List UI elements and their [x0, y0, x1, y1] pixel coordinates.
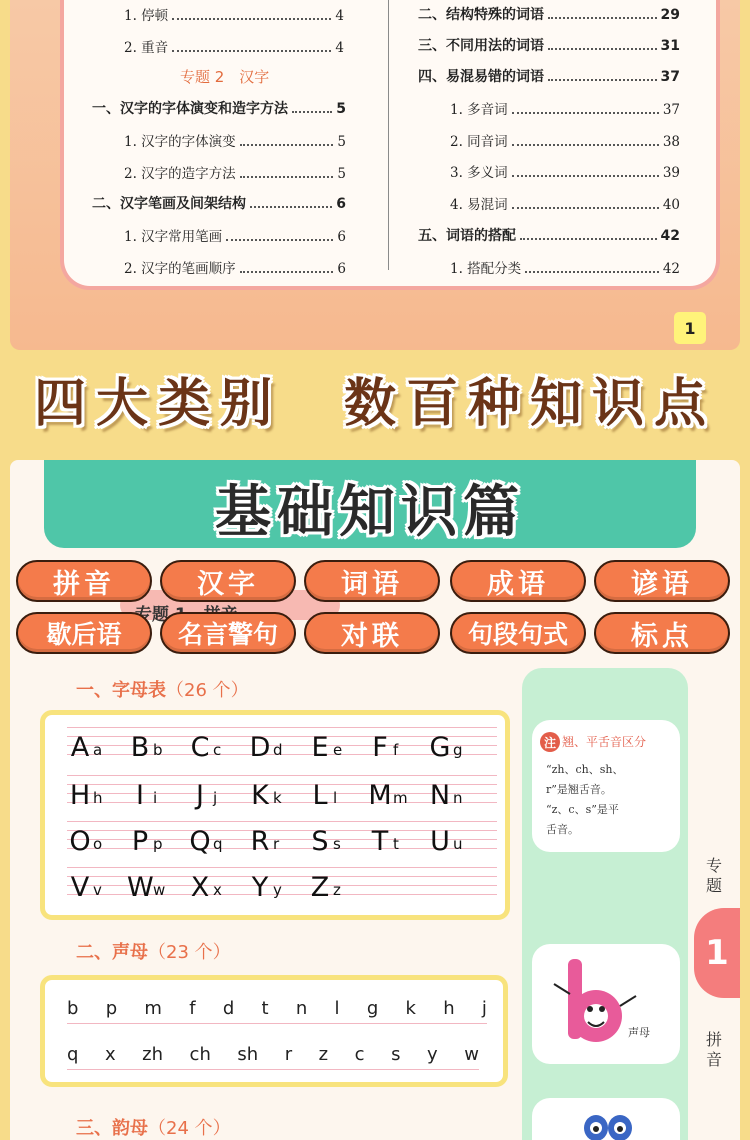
category-pill-yanyu[interactable]: 谚语	[594, 560, 730, 602]
initial-letter: w	[464, 1044, 479, 1065]
toc-page	[10, 0, 740, 350]
initial-letter: g	[366, 998, 379, 1019]
uppercase-letter: B	[130, 732, 150, 763]
uppercase-letter: T	[371, 826, 389, 857]
alphabet-row	[67, 775, 497, 811]
note-title: 翘、平舌音区分	[562, 735, 647, 749]
category-pill-mingyan[interactable]: 名言警句	[160, 612, 296, 654]
uppercase-letter: H	[69, 780, 91, 811]
lowercase-letter: p	[153, 835, 163, 853]
side-notes-panel	[522, 668, 688, 1140]
initial-letter: sh	[237, 1044, 259, 1065]
subheading-finals: 三、韵母（24 个）	[76, 1118, 231, 1139]
side-tab-number: 1	[694, 908, 740, 998]
toc-entry: 1. 搭配分类 42	[450, 261, 680, 277]
uppercase-letter: X	[190, 872, 210, 903]
note-card	[532, 720, 680, 852]
lowercase-letter: w	[153, 881, 166, 899]
toc-entry: 五、词语的搭配 42	[418, 228, 680, 244]
lowercase-letter: n	[453, 789, 463, 807]
category-pill-juduan[interactable]: 句段句式	[450, 612, 586, 654]
initial-letter: c	[354, 1044, 365, 1065]
uppercase-letter: A	[70, 732, 90, 763]
toc-entry: 1. 多音词 37	[450, 102, 680, 118]
alphabet-box	[40, 710, 510, 920]
lowercase-letter: l	[333, 789, 338, 807]
lowercase-letter: r	[273, 835, 280, 853]
initials-box	[40, 975, 508, 1087]
side-tab-topic: 专题	[705, 856, 722, 895]
initials-row	[67, 994, 487, 1024]
toc-card	[60, 0, 720, 290]
initial-letter: ch	[189, 1044, 211, 1065]
toc-entry: 三、不同用法的词语 31	[418, 38, 680, 54]
illustration-card	[532, 944, 680, 1064]
uppercase-letter: L	[312, 780, 328, 811]
category-pill-ciyu[interactable]: 词语	[304, 560, 440, 602]
initial-letter: zh	[142, 1044, 164, 1065]
initial-letter: b	[67, 998, 79, 1019]
lowercase-letter: z	[333, 881, 341, 899]
lowercase-letter: d	[273, 741, 283, 759]
uppercase-letter: Z	[310, 872, 330, 903]
subheading-initials: 二、声母（23 个）	[76, 942, 231, 963]
initial-letter: z	[318, 1044, 329, 1065]
uppercase-letter: F	[372, 732, 388, 763]
page-number: 1	[674, 312, 706, 344]
promo-banner: 四大类别 数百种知识点	[33, 373, 716, 434]
initial-letter: j	[481, 998, 487, 1019]
topic-title: 专题	[135, 605, 169, 625]
uppercase-letter: S	[311, 826, 329, 857]
uppercase-letter: G	[429, 732, 451, 763]
category-pill-chengyu[interactable]: 成语	[450, 560, 586, 602]
toc-entry: 1. 汉字的字体演变 5	[124, 134, 346, 150]
uppercase-letter: V	[70, 872, 90, 903]
uppercase-letter: J	[196, 780, 204, 811]
lowercase-letter: a	[93, 741, 103, 759]
uppercase-letter: Q	[189, 826, 211, 857]
lowercase-letter: u	[453, 835, 463, 853]
illustration-label: 声母	[628, 1026, 650, 1039]
initial-letter: y	[427, 1044, 438, 1065]
toc-entry: 四、易混易错的词语 37	[418, 69, 680, 85]
initial-letter: t	[261, 998, 269, 1019]
lowercase-letter: y	[273, 881, 282, 899]
note-badge: 注	[540, 732, 560, 752]
lowercase-letter: f	[393, 741, 399, 759]
mascot-eyes-icon	[568, 1108, 648, 1140]
toc-entry: 3. 多义词 39	[450, 165, 680, 181]
lowercase-letter: v	[93, 881, 102, 899]
section-header	[44, 460, 696, 548]
initial-letter: l	[334, 998, 340, 1019]
uppercase-letter: C	[190, 732, 210, 763]
toc-entry: 1. 停顿 4	[124, 8, 344, 24]
category-pill-xiehouyu[interactable]: 歇后语	[16, 612, 152, 654]
initials-row	[67, 1040, 479, 1070]
uppercase-letter: I	[136, 780, 144, 811]
lowercase-letter: e	[333, 741, 343, 759]
category-pill-hanzi[interactable]: 汉字	[160, 560, 296, 602]
category-pill-biaodian[interactable]: 标点	[594, 612, 730, 654]
initial-letter: f	[189, 998, 196, 1019]
toc-entry: 2. 汉字的笔画顺序 6	[124, 261, 346, 277]
lowercase-letter: j	[213, 789, 218, 807]
toc-section-title: 专题 2 汉字	[180, 68, 270, 86]
toc-entry: 2. 汉字的造字方法 5	[124, 166, 346, 182]
uppercase-letter: P	[131, 826, 149, 857]
lowercase-letter: i	[153, 789, 158, 807]
side-tab-label: 拼音	[705, 1030, 722, 1069]
toc-entry: 一、汉字的字体演变和造字方法 5	[92, 101, 346, 117]
uppercase-letter: D	[249, 732, 271, 763]
alphabet-row	[67, 727, 497, 763]
uppercase-letter: M	[368, 780, 392, 811]
category-pill-duilian[interactable]: 对联	[304, 612, 440, 654]
initial-letter: q	[67, 1044, 79, 1065]
initial-letter: x	[104, 1044, 116, 1065]
initial-letter: r	[284, 1044, 293, 1065]
lowercase-letter: k	[273, 789, 282, 807]
lowercase-letter: x	[213, 881, 222, 899]
initial-letter: d	[222, 998, 235, 1019]
uppercase-letter: E	[311, 732, 329, 763]
lowercase-letter: h	[93, 789, 103, 807]
uppercase-letter: R	[250, 826, 270, 857]
initial-letter: n	[295, 998, 308, 1019]
toc-entry: 4. 易混词 40	[450, 197, 680, 213]
toc-entry: 二、结构特殊的词语 29	[418, 7, 680, 23]
initial-letter: s	[391, 1044, 401, 1065]
uppercase-letter: K	[251, 780, 269, 811]
lowercase-letter: c	[213, 741, 222, 759]
section-header-title: 基础知识篇	[215, 480, 525, 545]
content-page	[10, 460, 740, 1140]
subheading-alphabet: 一、字母表（26 个）	[76, 680, 249, 701]
uppercase-letter: U	[430, 826, 450, 857]
toc-divider	[388, 0, 389, 270]
lowercase-letter: q	[213, 835, 223, 853]
illustration-card	[532, 1098, 680, 1140]
toc-entry: 2. 同音词 38	[450, 134, 680, 150]
initial-letter: k	[405, 998, 416, 1019]
lowercase-letter: g	[453, 741, 463, 759]
category-pill-pinyin[interactable]: 拼音	[16, 560, 152, 602]
note-body: “zh、ch、sh、 r”是翘舌音。 “z、c、s”是平 舌音。	[546, 763, 624, 836]
lowercase-letter: o	[93, 835, 103, 853]
lowercase-letter: b	[153, 741, 163, 759]
initial-letter: p	[105, 998, 118, 1019]
lowercase-letter: s	[333, 835, 341, 853]
uppercase-letter: N	[429, 780, 451, 811]
uppercase-letter: O	[69, 826, 91, 857]
initial-letter: h	[443, 998, 455, 1019]
alphabet-row	[67, 821, 497, 857]
toc-entry: 1. 汉字常用笔画 6	[124, 229, 346, 245]
lowercase-letter: m	[393, 789, 408, 807]
toc-entry: 2. 重音 4	[124, 40, 344, 56]
toc-entry: 二、汉字笔画及间架结构 6	[92, 196, 346, 212]
lowercase-letter: t	[393, 835, 399, 853]
letter-b-mascot-icon	[550, 954, 640, 1054]
uppercase-letter: W	[127, 872, 154, 903]
alphabet-row	[67, 867, 497, 903]
uppercase-letter: Y	[251, 872, 269, 903]
initial-letter: m	[144, 998, 162, 1019]
